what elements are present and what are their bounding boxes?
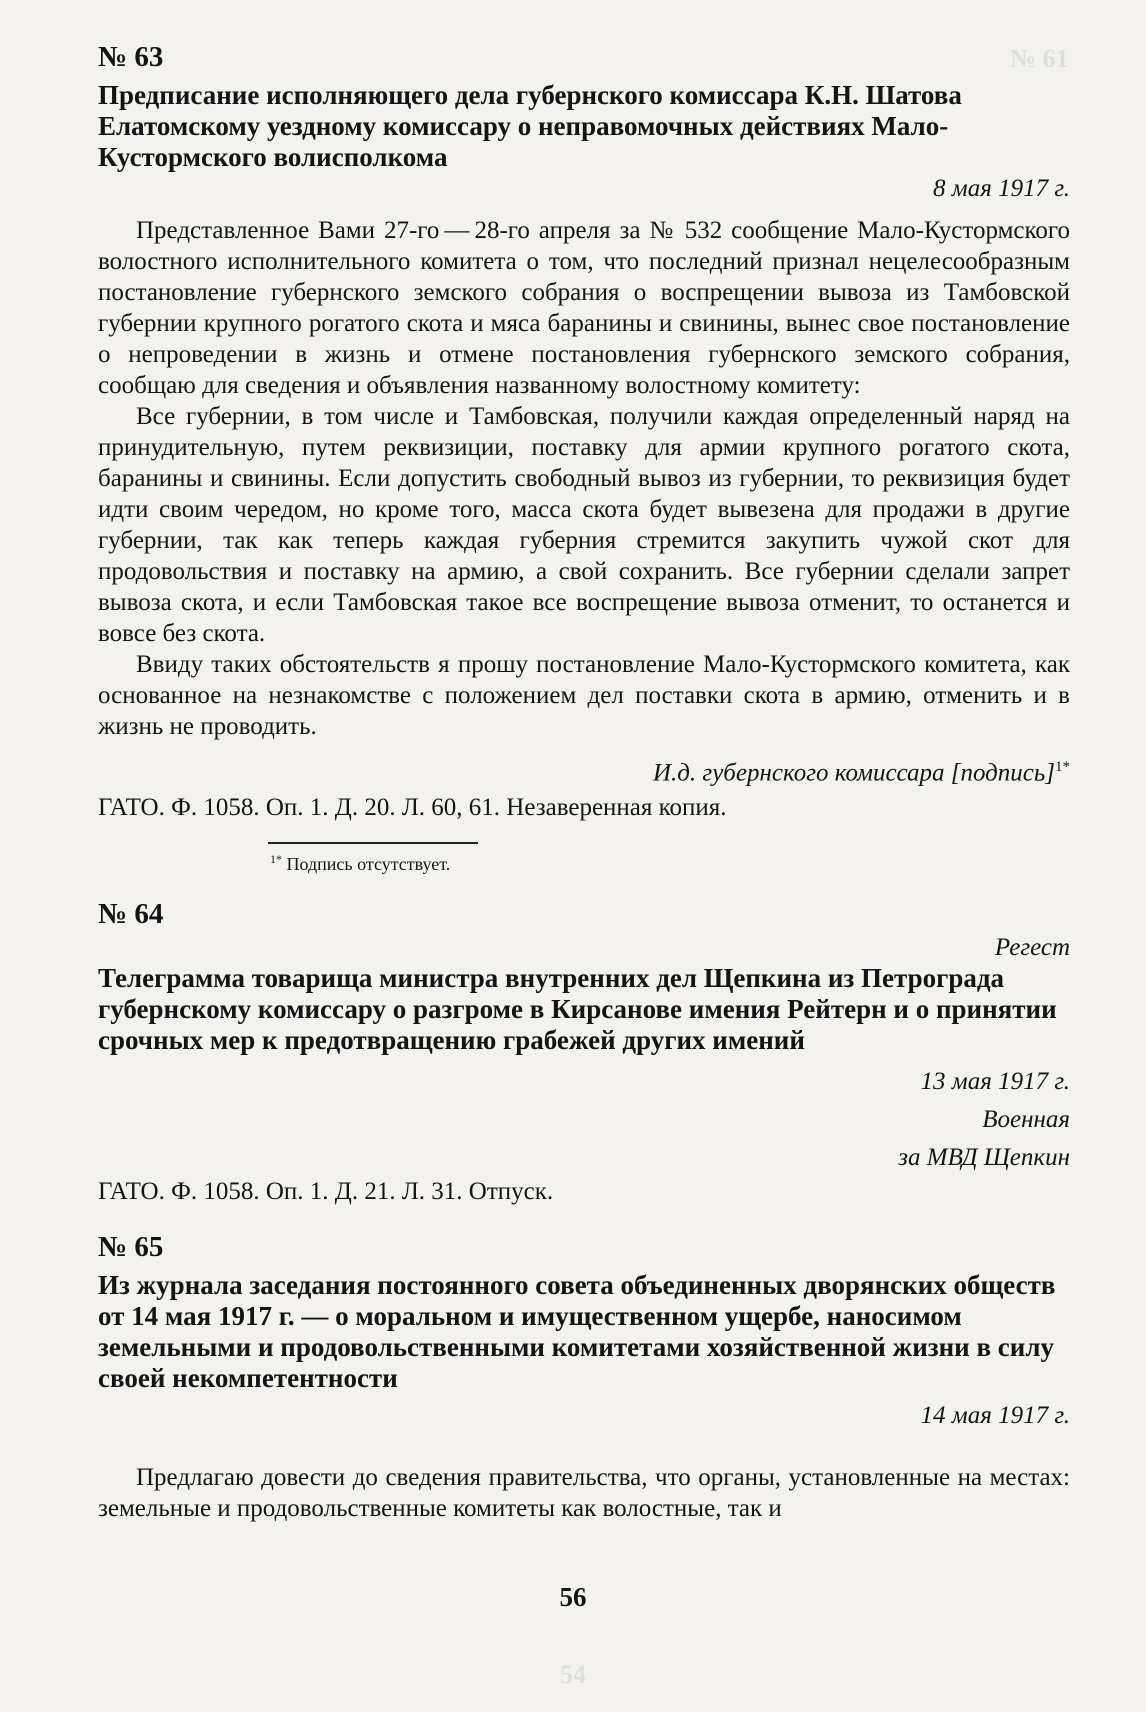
document-date: 8 мая 1917 г. — [933, 175, 1070, 202]
paragraph: Предлагаю довести до сведения правительства, что органы, установленные на местах: земельные и продовольственные комитеты как волостные, так и — [98, 1464, 1070, 1523]
signature-text: И.д. губернского комиссара [подпись] — [652, 759, 1055, 787]
document-number: № 64 — [98, 898, 164, 931]
document-title: Предписание исполняющего дела губернского комиссара К.Н. Шатова Елатомскому уездному комиссару о неправомочных действиях Мало-Кустормского волисполкома — [98, 80, 962, 172]
page-number: 56 — [559, 1582, 587, 1612]
paragraph: Ввиду таких обстоятельств я прошу постановление Мало-Кустормского комитета, как основанное на незнакомстве с положением дел поставки скота в армию, отменить и в жизнь не проводить. — [98, 651, 1070, 740]
archive-reference: ГАТО. Ф. 1058. Оп. 1. Д. 21. Л. 31. Отпуск. — [98, 1178, 554, 1206]
bleed-through: 54 — [560, 1660, 586, 1689]
signed-by: за МВД Щепкин — [898, 1144, 1070, 1172]
document-63 — [98, 40, 1070, 875]
footnote-mark: 1* — [270, 852, 282, 867]
archive-reference: ГАТО. Ф. 1058. Оп. 1. Д. 20. Л. 60, 61. Незаверенная копия. — [98, 794, 727, 822]
document-title: Из журнала заседания постоянного совета объединенных дворянских обществ от 14 мая 1917 г. — о моральном и имущественном ущербе, наносимом земельными и продовольственными комитетами хозяйственной жизни в силу своей некомпетентности — [98, 1270, 1056, 1394]
document-title: Телеграмма товарища министра внутренних дел Щепкина из Петрограда губернскому комиссару о разгроме в Кирсанове имения Рейтерн и о принятии срочных мер к предотвращению грабежей других имений — [98, 963, 1057, 1056]
paragraph: Все губернии, в том числе и Тамбовская, получили каждая определенный наряд на принудительную, путем реквизиции, поставку для армии крупного рогатого скота, баранины и свинины. Если допустить свободный вывоз из губернии, то реквизиция будет идти своим чередом, но кроме того, масса скота будет вывезена для продажи в другие губернии, так как теперь каждая губерния стремится закупить чужой скот для продовольствия и поставку на армию, а свой сохранить. Все губернии сделали запрет вывоза скота, и если Тамбовская такое все воспрещение вывоза отменит, то останется и вовсе без скота. — [98, 403, 1070, 647]
regest-label: Регест — [994, 934, 1070, 962]
document-65 — [98, 1230, 1070, 1524]
document-page — [98, 40, 1070, 1524]
document-64 — [98, 897, 1070, 1208]
document-date: 14 мая 1917 г. — [920, 1402, 1070, 1430]
paragraph: Представленное Вами 27-го — 28-го апреля за № 532 сообщение Мало-Кустормского волостного исполнительного комитета о том, что последний признал нецелесообразным постановление губернского земского собрания о воспрещении вывоза из Тамбовской губернии крупного рогатого скота и мяса баранины и свинины, вынес свое постановление о непроведении в жизнь и отмене постановления губернского земского собрания, сообщаю для сведения и объявления названному волостному комитету: — [98, 217, 1070, 399]
bleed-through: № 61 — [1010, 44, 1069, 73]
footnote-divider — [268, 842, 478, 844]
classification-mark: Военная — [982, 1106, 1070, 1134]
footnote — [270, 848, 1070, 875]
document-number: № 65 — [98, 1231, 164, 1264]
footnote-text: Подпись отсутствует. — [282, 854, 451, 875]
document-number: № 63 — [98, 41, 164, 73]
signature-footnote-mark: 1* — [1055, 759, 1070, 775]
signature-line — [98, 750, 1070, 790]
document-date: 13 мая 1917 г. — [920, 1068, 1070, 1096]
